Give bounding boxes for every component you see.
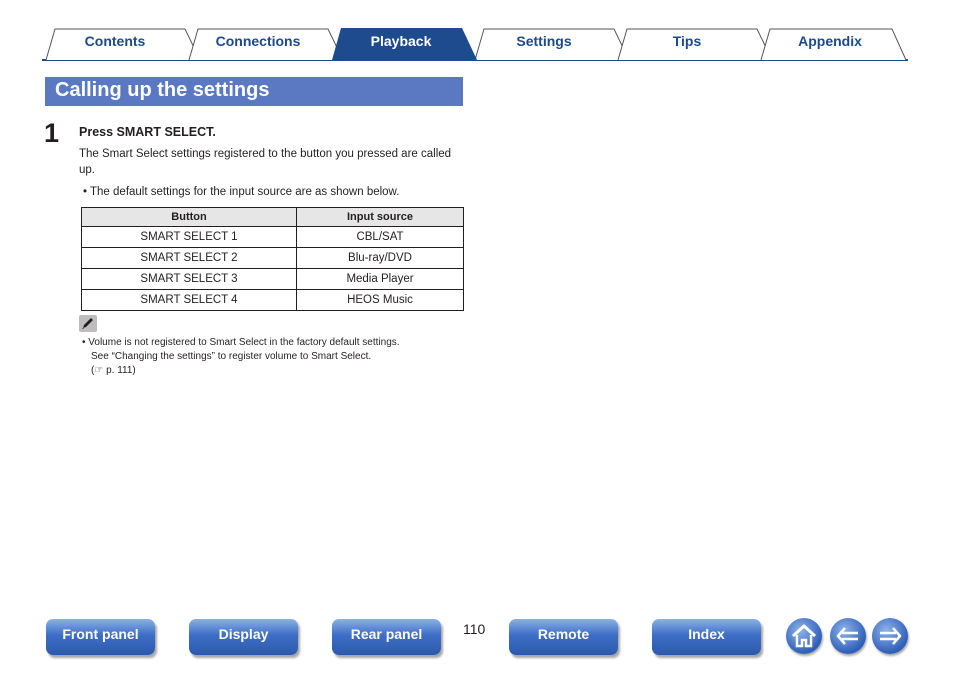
arrow-left-icon: [830, 618, 866, 654]
table-row: [82, 269, 464, 290]
table-row: [82, 227, 464, 248]
tab-settings[interactable]: Settings: [516, 33, 572, 49]
note-ref-page: p. 111: [106, 365, 133, 376]
top-tab-bar: [42, 27, 910, 62]
note-reference[interactable]: (☞ p. 111): [91, 365, 136, 376]
table-row: [82, 290, 464, 311]
step-number: 1: [44, 118, 60, 148]
tab-appendix[interactable]: Appendix: [798, 33, 862, 49]
step-bullet: • The default settings for the input source are as shown below.: [83, 186, 400, 198]
table-cell: HEOS Music: [297, 290, 464, 311]
note-text: [82, 336, 462, 378]
display-button[interactable]: Display: [189, 619, 298, 655]
step-bullet-text: The default settings for the input source are as shown below.: [90, 186, 400, 198]
forward-button[interactable]: [872, 618, 908, 654]
back-button[interactable]: [830, 618, 866, 654]
rear-panel-button[interactable]: Rear panel: [332, 619, 441, 655]
table-cell: SMART SELECT 2: [82, 248, 297, 269]
section-heading: Calling up the settings: [45, 77, 463, 106]
table-cell: CBL/SAT: [297, 227, 464, 248]
table-cell: Media Player: [297, 269, 464, 290]
table-cell: SMART SELECT 3: [82, 269, 297, 290]
arrow-right-icon: [872, 618, 908, 654]
step-description: The Smart Select settings registered to the button you pressed are called up.: [79, 148, 452, 176]
tab-contents[interactable]: Contents: [84, 33, 146, 49]
table-header-row: [82, 208, 464, 227]
table-cell: SMART SELECT 1: [82, 227, 297, 248]
remote-button[interactable]: Remote: [509, 619, 618, 655]
step-title: Press SMART SELECT.: [79, 125, 216, 139]
table-cell: SMART SELECT 4: [82, 290, 297, 311]
home-icon: [786, 618, 822, 654]
hand-pointer-icon: ☞: [94, 365, 104, 376]
front-panel-button[interactable]: Front panel: [46, 619, 155, 655]
column-header-input-source: Input source: [297, 208, 464, 227]
page-number: 110: [463, 621, 486, 637]
tab-playback[interactable]: Playback: [370, 33, 432, 49]
note-line-1: Volume is not registered to Smart Select in the factory default settings.: [88, 337, 400, 348]
smart-select-table: [81, 207, 464, 311]
table-cell: Blu-ray/DVD: [297, 248, 464, 269]
tab-connections[interactable]: Connections: [215, 33, 301, 49]
index-button[interactable]: Index: [652, 619, 761, 655]
note-line-2: See “Changing the settings” to register volume to Smart Select.: [91, 351, 372, 362]
pencil-note-icon: [79, 315, 97, 332]
home-button[interactable]: [786, 618, 822, 654]
note-bullet: •: [82, 337, 89, 348]
table-row: [82, 248, 464, 269]
tab-tips[interactable]: Tips: [672, 33, 702, 49]
column-header-button: Button: [82, 208, 297, 227]
